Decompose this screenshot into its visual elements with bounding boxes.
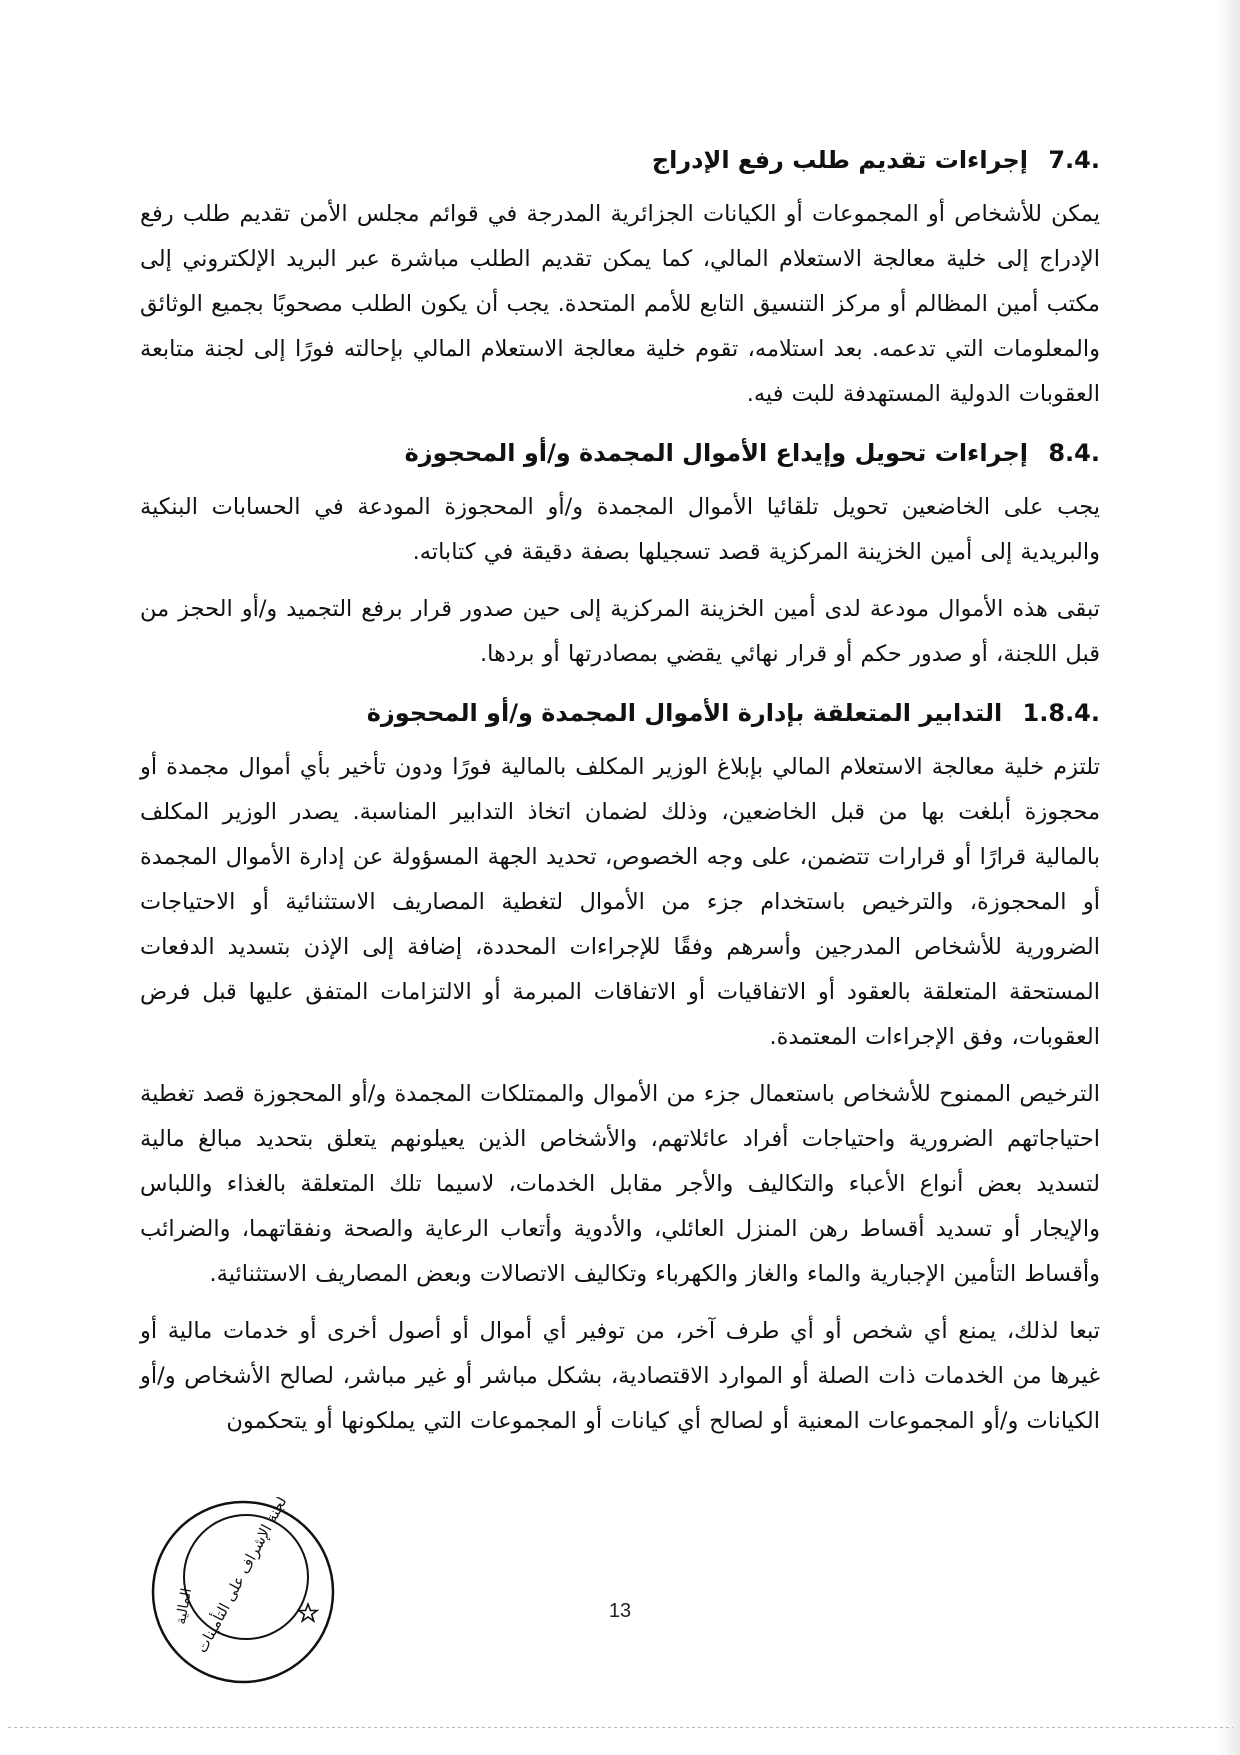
- section-title: إجراءات تقديم طلب رفع الإدراج: [651, 146, 1028, 174]
- star-icon: [299, 1604, 317, 1621]
- section-heading-1-8-4: [140, 695, 1100, 731]
- page-number: 13: [608, 1600, 632, 1622]
- paragraph: الترخيص الممنوح للأشخاص باستعمال جزء من الأموال والممتلكات المجمدة و/أو المحجوزة قصد تغطية احتياجاتهم الضرورية واحتياجات أفراد عائلاتهم، والأشخاص الذين يعيلونهم يتعلق بتحديد مبالغ مالية لتسديد بعض أنواع الأعباء والتكاليف والأجر مقابل الخدمات، لاسيما تلك المتعلقة بالغذاء واللباس والإيجار أو تسديد أقساط رهن المنزل العائلي، والأدوية وأتعاب الرعاية والصحة ونفقاتهما، والضرائب وأقساط التأمين الإجبارية والماء والغاز والكهرباء وتكاليف الاتصالات وبعض المصاريف الاستثنائية.: [140, 1081, 1100, 1287]
- stamp-outer-text: المالية: [173, 1586, 196, 1626]
- scan-edge-shadow: [1218, 0, 1240, 1755]
- section-title: إجراءات تحويل وإيداع الأموال المجمدة و/أو المحجوزة: [404, 439, 1028, 467]
- stamp-seal-icon: [148, 1497, 338, 1687]
- paragraph: يمكن للأشخاص أو المجموعات أو الكيانات الجزائرية المدرجة في قوائم مجلس الأمن تقديم طلب رفع الإدراج إلى خلية معالجة الاستعلام المالي، كما يمكن تقديم الطلب مباشرة عبر البريد الإلكتروني إلى مكتب أمين المظالم أو مركز التنسيق التابع للأمم المتحدة. يجب أن يكون الطلب مصحوبًا بجميع الوثائق والمعلومات التي تدعمه. بعد استلامه، تقوم خلية معالجة الاستعلام المالي بإحالته فورًا إلى لجنة متابعة العقوبات الدولية المستهدفة للبت فيه.: [140, 201, 1100, 407]
- paragraph: تبقى هذه الأموال مودعة لدى أمين الخزينة المركزية إلى حين صدور قرار برفع التجميد و/أو الحجز من قبل اللجنة، أو صدور حكم أو قرار نهائي يقضي بمصادرتها أو بردها.: [140, 596, 1100, 667]
- section-number: 7.4.: [1048, 146, 1100, 174]
- section-title: التدابير المتعلقة بإدارة الأموال المجمدة و/أو المحجوزة: [366, 699, 1003, 727]
- document-body: [140, 142, 1100, 1456]
- paragraph: يجب على الخاضعين تحويل تلقائيا الأموال المجمدة و/أو المحجوزة المودعة في الحسابات البنكية والبريدية إلى أمين الخزينة المركزية قصد تسجيلها بصفة دقيقة في كتاباته.: [140, 494, 1100, 565]
- section-heading-7-4: [140, 142, 1100, 178]
- section-heading-8-4: [140, 435, 1100, 471]
- paragraph: تلتزم خلية معالجة الاستعلام المالي بإبلاغ الوزير المكلف بالمالية فورًا ودون تأخير بأي أموال مجمدة أو محجوزة أبلغت بها من قبل الخاضعين، وذلك لضمان اتخاذ التدابير المناسبة. يصدر الوزير المكلف بالمالية قرارًا أو قرارات تتضمن، على وجه الخصوص، تحديد الجهة المسؤولة عن إدارة الأموال المجمدة أو المحجوزة، والترخيص باستخدام جزء من الأموال لتغطية المصاريف الاستثنائية أو الاحتياجات الضرورية للأشخاص المدرجين وأسرهم وفقًا للإجراءات المحددة، إضافة إلى الإذن بتسديد الدفعات المستحقة المتعلقة بالعقود أو الاتفاقيات أو الاتفاقات المبرمة أو الالتزامات المتفق عليها قبل فرض العقوبات، وفق الإجراءات المعتمدة.: [140, 754, 1100, 1050]
- paragraph: تبعا لذلك، يمنع أي شخص أو أي طرف آخر، من توفير أي أموال أو أصول أخرى أو خدمات مالية أو غيرها من الخدمات ذات الصلة أو الموارد الاقتصادية، بشكل مباشر أو غير مباشر، لصالح الأشخاص و/أو الكيانات و/أو المجموعات المعنية أو لصالح أي كيانات أو المجموعات التي يملكونها أو يتحكمون: [140, 1318, 1100, 1434]
- scan-bottom-rule: [8, 1727, 1233, 1728]
- section-number: 1.8.4.: [1022, 699, 1100, 727]
- section-number: 8.4.: [1048, 439, 1100, 467]
- official-stamp: [148, 1497, 338, 1687]
- stamp-inner-text: لجنة الإشراف على التأمينات: [192, 1497, 291, 1656]
